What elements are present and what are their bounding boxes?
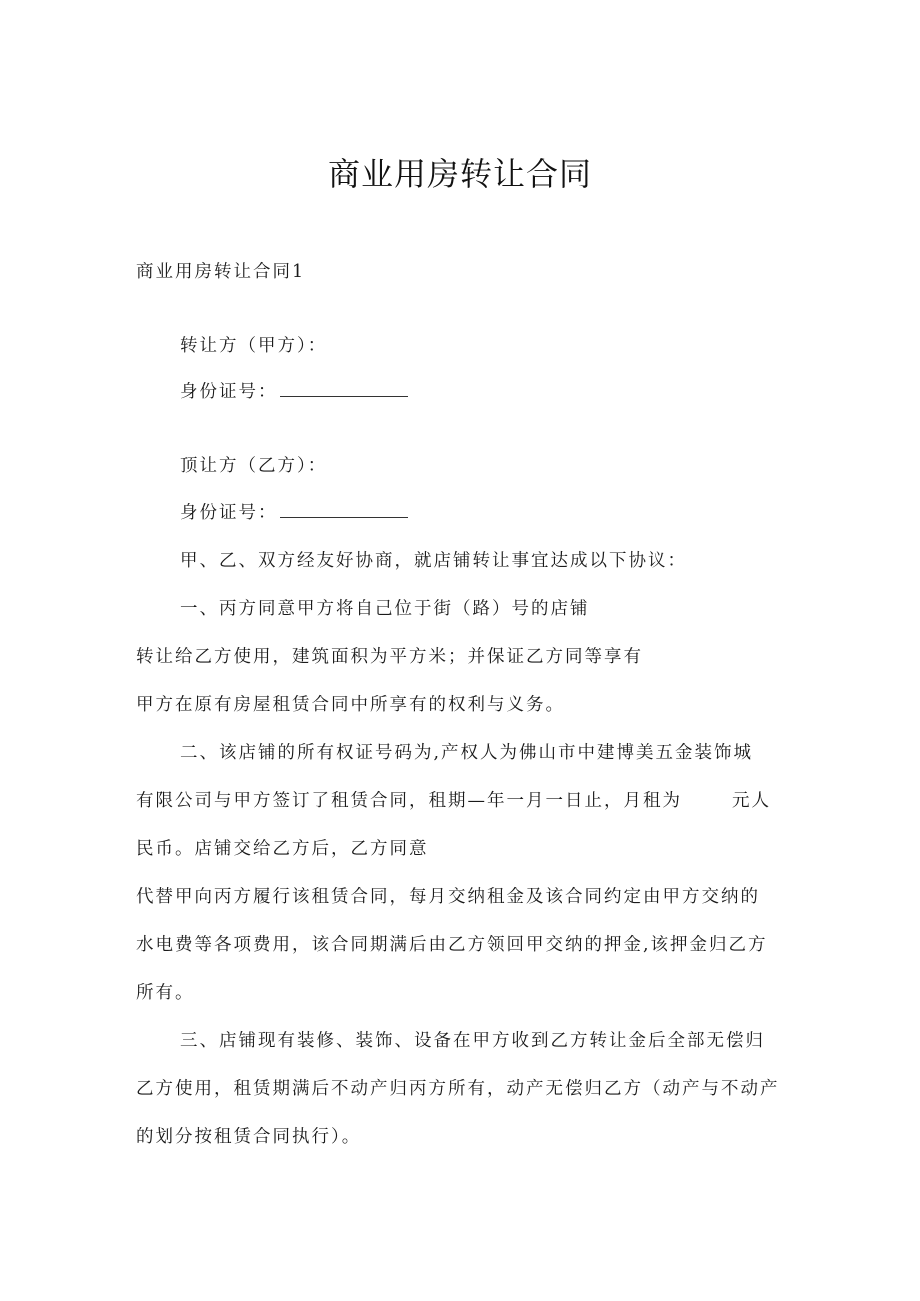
clause1-line: 甲方在原有房屋租赁合同中所享有的权利与义务。	[136, 695, 565, 715]
document-title: 商业用房转让合同	[327, 155, 592, 193]
party-b-id-row	[180, 500, 408, 526]
clause3-line: 乙方使用，租赁期满后不动产归丙方所有，动产无偿归乙方（动产与不动产	[136, 1079, 780, 1099]
document-subtitle: 商业用房转让合同1	[136, 262, 306, 282]
clause3-line: 的划分按租赁合同执行）。	[136, 1127, 362, 1147]
clause2-line: 民币。店铺交给乙方后，乙方同意	[136, 839, 429, 859]
intro-paragraph: 甲、乙、双方经友好协商，就店铺转让事宜达成以下协议：	[180, 551, 687, 571]
party-a-id-blank	[280, 382, 408, 397]
party-b-id-blank	[280, 503, 408, 518]
clause1-line: 一、丙方同意甲方将自己位于街（路）号的店铺	[180, 599, 590, 619]
clause2-line: 水电费等各项费用，该合同期满后由乙方领回甲交纳的押金,该押金归乙方	[136, 935, 768, 955]
clause3-line: 三、店铺现有装修、装饰、设备在甲方收到乙方转让金后全部无偿归	[180, 1031, 765, 1051]
clause2-line: 所有。	[136, 983, 195, 1003]
clause2-line2-text: 有限公司与甲方签订了租赁合同，租期—年一月一日止，月租为	[136, 791, 682, 811]
party-a-label: 转让方（甲方）：	[180, 336, 328, 356]
clause2-line2-end: 元人	[732, 791, 771, 811]
clause2-line: 代替甲向丙方履行该租赁合同，每月交纳租金及该合同约定由甲方交纳的	[136, 887, 760, 907]
party-b-id-label: 身份证号：	[180, 503, 278, 523]
party-a-id-row	[180, 379, 408, 405]
party-b-label: 顶让方（乙方）：	[180, 456, 328, 476]
clause2-line: 二、该店铺的所有权证号码为,产权人为佛山市中建博美五金装饰城	[180, 743, 754, 763]
party-a-id-label: 身份证号：	[180, 382, 278, 402]
clause2-line	[136, 788, 771, 814]
clause1-line: 转让给乙方使用，建筑面积为平方米；并保证乙方同等享有	[136, 647, 643, 667]
